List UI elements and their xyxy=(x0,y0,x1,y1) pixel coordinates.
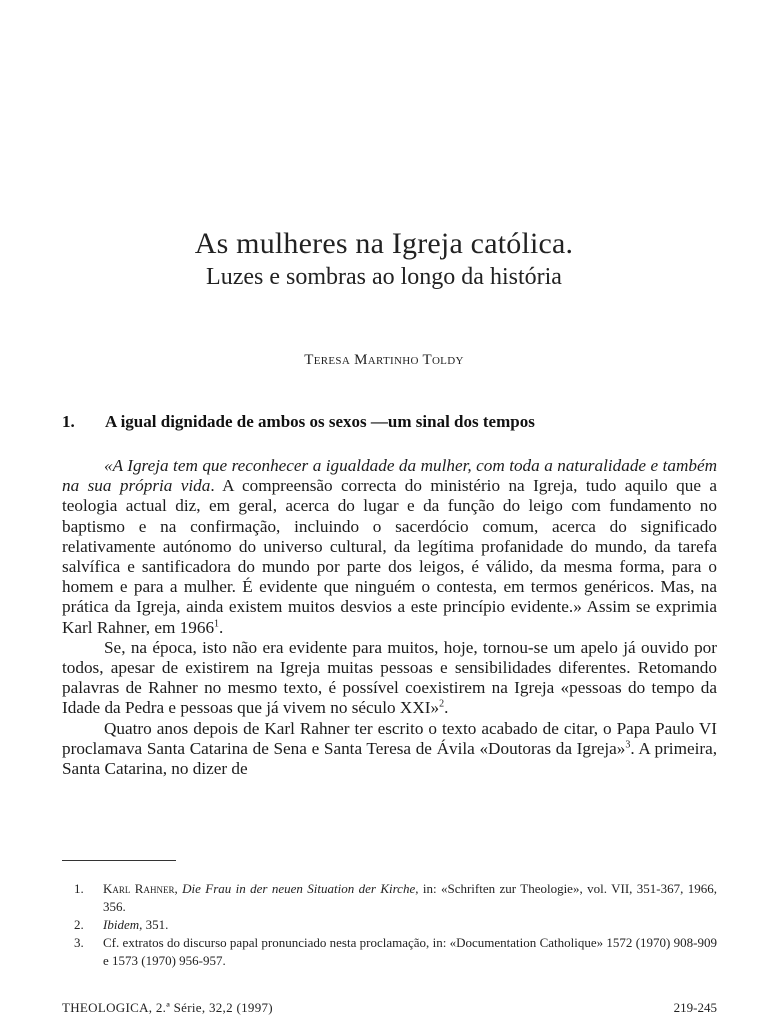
footnote-ref-2[interactable]: 2 xyxy=(439,698,445,710)
paragraph-1-end: . xyxy=(219,617,224,637)
paragraph-3 xyxy=(62,719,717,780)
footnote-divider xyxy=(62,860,176,861)
page-footer xyxy=(62,1000,717,1016)
section-number: 1. xyxy=(62,412,75,431)
footnote-3 xyxy=(62,934,717,970)
section-heading xyxy=(62,412,722,432)
footnote-number: 2. xyxy=(74,917,84,932)
paragraph-2-text: Se, na época, isto não era evidente para muitos, hoje, tornou-se um apelo já ouvido por todos, apesar de existirem na Igreja muitas pessoas e sensibilidades diferentes. Retomando palavras de Rahner no mesmo texto, é possível coexistirem na Igreja «pessoas do tempo da Idade da Pedra e pessoas que já vivem no século XXI» xyxy=(62,637,717,718)
page-range: 219-245 xyxy=(673,1000,717,1015)
footnote-2 xyxy=(62,916,717,934)
footnote-number: 1. xyxy=(74,881,84,896)
footnote-text xyxy=(103,880,717,916)
article-title: As mulheres na Igreja católica. xyxy=(194,227,574,260)
paragraph-3-text: Quatro anos depois de Karl Rahner ter escrito o texto acabado de citar, o Papa Paulo VI proclamava Santa Catarina de Sena e Santa Teresa de Ávila «Doutoras da Igreja» xyxy=(62,718,717,758)
footnote-author: Karl Rahner xyxy=(103,881,175,896)
footnote-citation: , in: «Schriften zur Theologie», vol. VII, 351-367, 1966, 356. xyxy=(103,881,717,914)
paragraph-2-end: . xyxy=(444,698,449,718)
footnote-text xyxy=(103,916,717,934)
paragraph-2 xyxy=(62,638,717,719)
paragraph-3-end: . A primeira, Santa Catarina, no dizer de xyxy=(62,738,718,779)
footnote-work-title: Die Frau in der neuen Situation der Kirche xyxy=(182,881,416,896)
footnote-1 xyxy=(62,880,717,916)
footnote-citation: , 351. xyxy=(139,917,169,932)
body-text xyxy=(62,456,717,779)
rahner-quote-italic: «A Igreja tem que reconhecer a igualdade da mulher, com toda a naturalidade e também na sua própria vida xyxy=(62,456,717,496)
footnote-ibidem: Ibidem xyxy=(103,917,140,932)
footnote-ref-3[interactable]: 3 xyxy=(625,739,631,751)
footnote-separator: , xyxy=(174,881,183,896)
footnote-ref-1[interactable]: 1 xyxy=(214,617,220,629)
paragraph-1 xyxy=(62,456,717,638)
footnote-text: Cf. extratos do discurso papal pronunciado nesta proclamação, in: «Documentation Catholique» 1572 (1970) 908-909 e 1573 (1970) 956-957. xyxy=(103,935,717,968)
article-author: Teresa Martinho Toldy xyxy=(304,352,464,368)
journal-citation: THEOLOGICA, 2.ª Série, 32,2 (1997) xyxy=(62,1000,273,1015)
footnote-number: 3. xyxy=(74,935,84,950)
section-title: A igual dignidade de ambos os sexos —um sinal dos tempos xyxy=(105,412,535,431)
footnotes xyxy=(62,880,717,970)
article-title-block xyxy=(0,226,768,292)
paragraph-1-text: . A compreensão correcta do ministério na Igreja, tudo aquilo que a teologia actual diz, em geral, acerca do lugar e da função do leigo com fundamento no baptismo e na confirmação, incluindo o sacerdócio comum, acerca do significado relativamente autónomo do universo cultural, da legítima profanidade do mundo, da tarefa salvífica e santificadora do mundo por parte dos leigos, é válido, da mesma forma, para o homem e para a mulher. É evidente que ninguém o contesta, em termos genéricos. Mas, na prática da Igreja, ainda existem muitos desvios a este princípio evidente.» Assim se exprimia Karl Rahner, em 1966 xyxy=(62,476,717,637)
article-subtitle: Luzes e sombras ao longo da história xyxy=(206,264,562,290)
